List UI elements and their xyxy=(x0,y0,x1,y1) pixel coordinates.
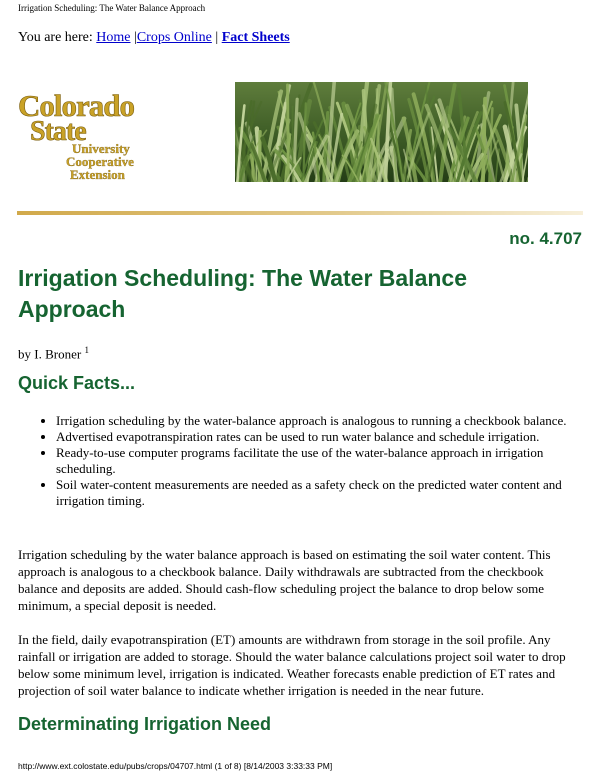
publication-number: no. 4.707 xyxy=(509,229,582,248)
section-heading-irrigation-need: Determinating Irrigation Need xyxy=(18,714,272,734)
quick-facts-list xyxy=(38,413,586,509)
page-title: Irrigation Scheduling: The Water Balance Approach xyxy=(18,265,467,322)
gold-divider xyxy=(17,211,583,215)
body-paragraph: Irrigation scheduling by the water balance approach is based on estimating the soil water content. This approach is analogous to a checkbook balance. Daily withdrawals are subtracted from the checkbook balance and deposits are added. Should cash-flow scheduling project the balance to drop below some minimum, a special deposit is needed. xyxy=(18,547,551,613)
list-item: • Irrigation scheduling by the water-balance approach is analogous to running a checkbook balance. xyxy=(56,413,586,429)
byline-footnote-marker[interactable]: 1 xyxy=(84,345,89,355)
foliage-stroke xyxy=(259,132,260,182)
list-item: • Soil water-content measurements are needed as a safety check on the predicted water content and irrigation timing. xyxy=(56,477,586,509)
breadcrumb-separator: | xyxy=(215,30,219,45)
print-page-header: Irrigation Scheduling: The Water Balance Approach xyxy=(18,3,206,13)
print-page-footer: http://www.ext.colostate.edu/pubs/crops/04707.html (1 of 8) [8/14/2003 3:33:33 PM] xyxy=(18,761,333,771)
body-paragraph: In the field, daily evapotranspiration (ET) amounts are withdrawn from storage in the soil profile. Any rainfall or irrigation are added to storage. Should the water balance calculations project soil water to drop below some minimum level, irrigation is indicated. Weather forecasts enable prediction of ET rates and projection of soil water balance to indicate whether irrigation is needed in the near future. xyxy=(18,632,566,698)
logo-text-extension: Extension xyxy=(70,167,125,182)
list-item: • Ready-to-use computer programs facilitate the use of the water-balance approach in irrigation scheduling. xyxy=(56,445,586,477)
author-byline xyxy=(18,345,89,362)
list-item: • Advertised evapotranspiration rates can be used to run water balance and schedule irrigation. xyxy=(56,429,586,445)
breadcrumb-prefix: You are here: xyxy=(18,30,93,45)
breadcrumb xyxy=(18,30,290,46)
crop-field-photo xyxy=(235,82,528,182)
logo-text-colorado: Colorado xyxy=(18,90,134,123)
breadcrumb-home-link[interactable]: Home xyxy=(96,30,131,45)
breadcrumb-separator: | xyxy=(134,30,137,45)
breadcrumb-crops-online-link[interactable]: Crops Online xyxy=(136,30,212,45)
breadcrumb-fact-sheets-link[interactable]: Fact Sheets xyxy=(221,30,290,45)
logo-text-university: University xyxy=(72,141,130,156)
byline-text: by I. Broner xyxy=(18,346,82,362)
quick-facts-heading: Quick Facts... xyxy=(18,373,136,393)
logo-text-cooperative: Cooperative xyxy=(66,154,134,169)
csu-extension-logo[interactable] xyxy=(16,90,166,185)
logo-text-state: State xyxy=(30,116,86,147)
foliage-stroke xyxy=(288,85,289,182)
